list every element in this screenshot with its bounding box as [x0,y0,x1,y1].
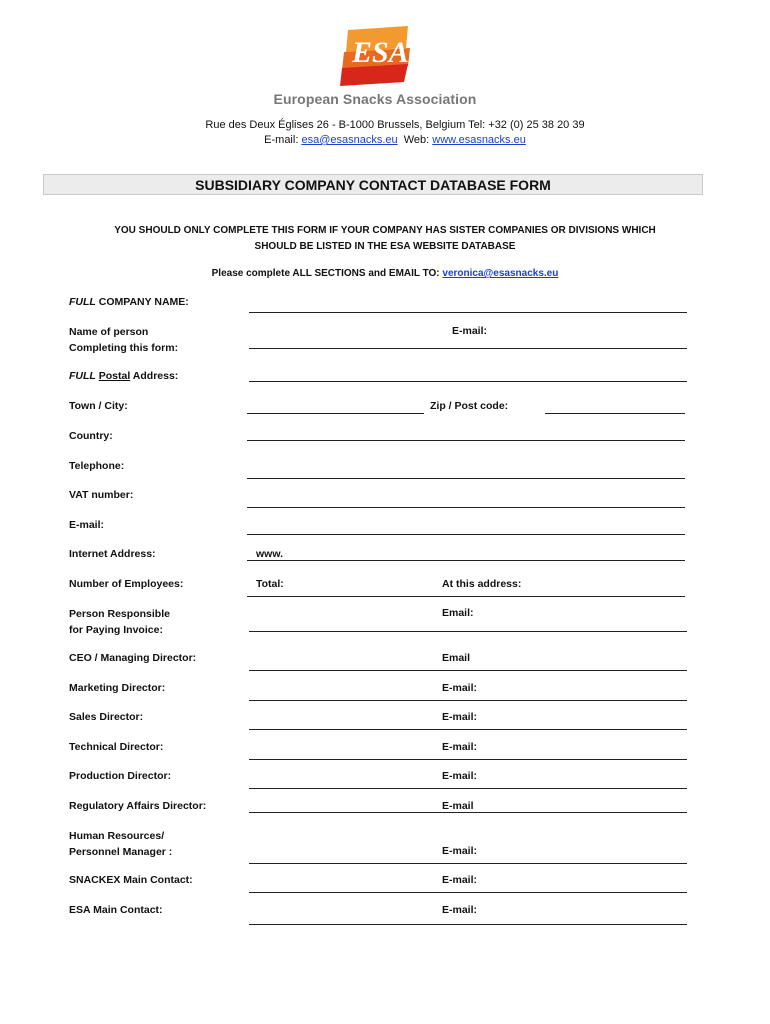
esa-logo [338,22,414,88]
person-label-line1: Name of person [69,326,149,338]
company-name-input[interactable] [249,312,687,313]
internet-label: Internet Address: [69,548,156,560]
country-input[interactable] [247,440,685,441]
hr-label-line2: Personnel Manager : [69,846,173,858]
hr-email-label: E-mail: [442,845,478,857]
instruction-text: Please complete ALL SECTIONS and EMAIL TO: [211,268,440,279]
invoice-label-line1: Person Responsible [69,608,170,620]
person-label-line2: Completing this form: [69,342,179,354]
email-input[interactable] [247,534,685,535]
sales-label: Sales Director: [69,711,144,723]
town-input[interactable] [247,413,424,414]
zip-label: Zip / Post code: [430,400,509,412]
ceo-input[interactable] [249,670,687,671]
postal-rest: Address: [132,370,179,382]
invoice-input[interactable] [249,631,687,632]
employees-input[interactable] [247,596,685,597]
production-email-label: E-mail: [442,770,478,782]
postal-full: FULL [69,370,96,382]
telephone-label: Telephone: [69,460,125,472]
hr-label [69,828,172,860]
production-label: Production Director: [69,770,172,782]
esa-contact-email-label: E-mail: [442,904,478,916]
regulatory-label: Regulatory Affairs Director: [69,800,207,812]
instruction [60,268,710,279]
organization-name: European Snacks Association [273,91,477,107]
technical-email-label: E-mail: [442,741,478,753]
logo-text: ESA [352,36,409,69]
snackex-email-label: E-mail: [442,874,478,886]
marketing-email-label: E-mail: [442,682,478,694]
company-name-label [69,296,189,308]
company-name-full: FULL [69,296,96,308]
form-title: SUBSIDIARY COMPANY CONTACT DATABASE FORM [43,174,703,195]
sales-email-label: E-mail: [442,711,478,723]
ceo-label: CEO / Managing Director: [69,652,197,664]
postal-address-label [69,370,178,382]
regulatory-input[interactable] [249,812,687,813]
invoice-label [69,606,170,638]
telephone-input[interactable] [247,478,685,479]
snackex-label: SNACKEX Main Contact: [69,874,193,886]
person-input[interactable] [249,348,687,349]
regulatory-email-label: E-mail [442,800,474,812]
notice [60,223,710,255]
invoice-email-label: Email: [442,607,474,619]
email-label-field: E-mail: [69,519,105,531]
vat-label: VAT number: [69,489,134,501]
employees-total-label: Total: [256,578,284,590]
address-line: Rue des Deux Églises 26 - B-1000 Brussels, Belgium Tel: +32 (0) 25 38 20 39 [205,119,585,131]
technical-input[interactable] [249,759,687,760]
employees-label: Number of Employees: [69,578,184,590]
notice-line-1: YOU SHOULD ONLY COMPLETE THIS FORM IF YOUR COMPANY HAS SISTER COMPANIES OR DIVISIONS WHICH [114,225,656,236]
hr-label-line1: Human Resources/ [69,830,165,842]
web-label: Web: [403,134,430,146]
vat-input[interactable] [247,507,685,508]
technical-label: Technical Director: [69,741,164,753]
hr-input[interactable] [249,863,687,864]
internet-input[interactable] [247,560,685,561]
postal-address-input[interactable] [249,381,687,382]
esa-contact-label: ESA Main Contact: [69,904,163,916]
company-name-rest: COMPANY NAME: [98,296,189,308]
marketing-input[interactable] [249,700,687,701]
ceo-email-label: Email [442,652,471,664]
production-input[interactable] [249,788,687,789]
esa-web-link[interactable]: www.esasnacks.eu [432,134,526,146]
postal-word: Postal [98,370,131,382]
invoice-label-line2: for Paying Invoice: [69,624,163,636]
sales-input[interactable] [249,729,687,730]
person-email-label: E-mail: [452,325,488,337]
esa-email-link[interactable]: esa@esasnacks.eu [301,134,398,146]
employees-address-label: At this address: [442,578,522,590]
town-label: Town / City: [69,400,128,412]
country-label: Country: [69,430,113,442]
email-label: E-mail: [264,134,299,146]
internet-prefix: www. [256,548,284,560]
instruction-email-link[interactable]: veronica@esasnacks.eu [442,268,559,279]
contact-line [60,134,730,146]
esa-contact-input[interactable] [249,924,687,925]
person-label [69,324,178,356]
notice-line-2: SHOULD BE LISTED IN THE ESA WEBSITE DATABASE [254,241,516,252]
zip-input[interactable] [545,413,685,414]
marketing-label: Marketing Director: [69,682,166,694]
snackex-input[interactable] [249,892,687,893]
